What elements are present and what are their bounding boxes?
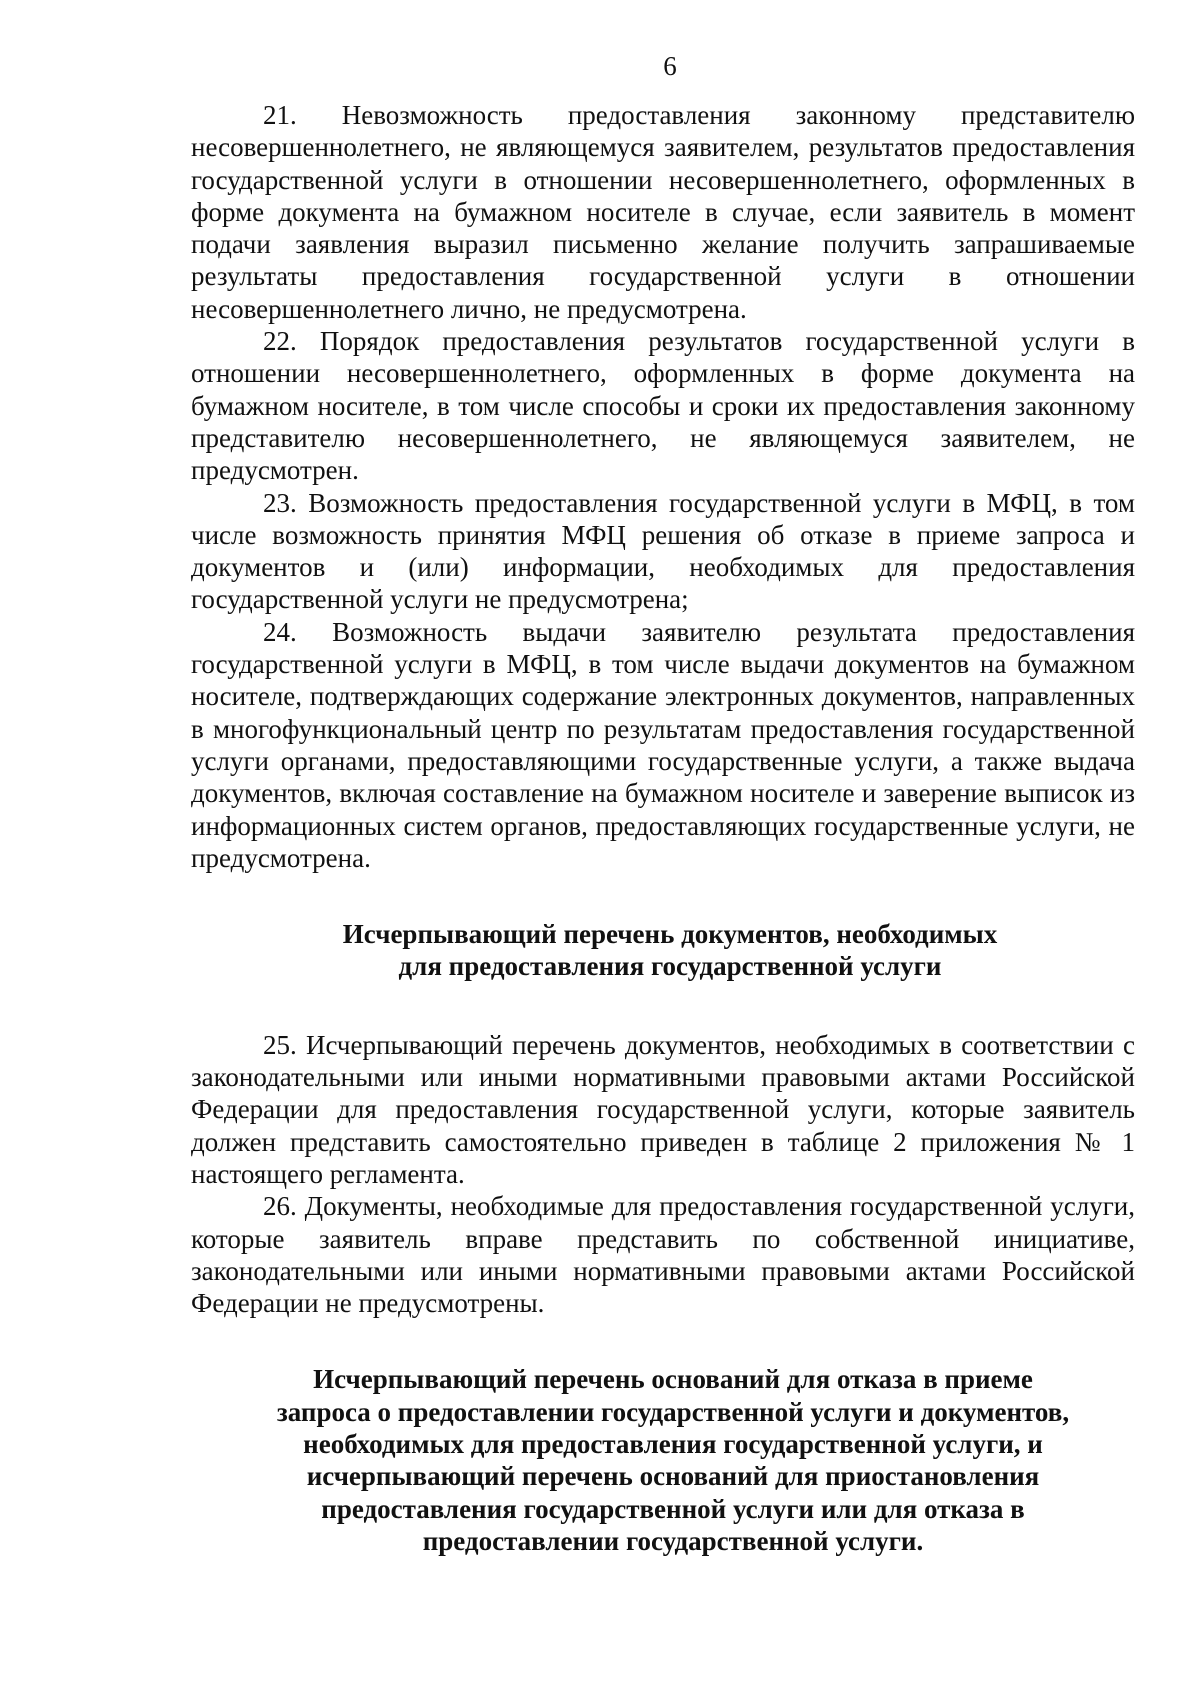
section-heading-refusal-grounds <box>191 1363 1135 1557</box>
paragraph-22: 22. Порядок предоставления результатов государственной услуги в отношении несовершеннолетнего, оформленных в форме документа на бумажном носителе, в том числе способы и сроки их предоставления законному представителю несовершеннолетнего, не являющемуся заявителем, не предусмотрен. <box>191 326 1135 486</box>
heading-line: Исчерпывающий перечень оснований для отказа в приеме <box>313 1364 1033 1395</box>
document-body <box>191 99 1135 1557</box>
section-heading-documents-list <box>191 918 1135 983</box>
heading-line: предоставления государственной услуги или для отказа в <box>321 1493 1025 1524</box>
heading-line: для предоставления государственной услуги <box>398 951 942 982</box>
heading-line: предоставлении государственной услуги. <box>422 1525 924 1556</box>
heading-line: Исчерпывающий перечень документов, необходимых <box>342 919 998 950</box>
paragraph-21: 21. Невозможность предоставления законному представителю несовершеннолетнего, не являющемуся заявителем, результатов предоставления государственной услуги в отношении несовершеннолетнего, оформленных в форме документа на бумажном носителе в случае, если заявитель в момент подачи заявления выразил письменно желание получить запрашиваемые результаты предоставления государственной услуги в отношении несовершеннолетнего лично, не предусмотрена. <box>191 100 1135 324</box>
paragraph-24: 24. Возможность выдачи заявителю результата предоставления государственной услуги в МФЦ, в том числе выдачи документов на бумажном носителе, подтверждающих содержание электронных документов, направленных в многофункциональный центр по результатам предоставления государственной услуги органами, предоставляющими государственные услуги, а также выдача документов, включая составление на бумажном носителе и заверение выписок из информационных систем органов, предоставляющих государственные услуги, не предусмотрена. <box>191 616 1135 873</box>
heading-line: запроса о предоставлении государственной услуги и документов, <box>276 1396 1070 1427</box>
paragraph-25: 25. Исчерпывающий перечень документов, необходимых в соответствии с законодательными или иными нормативными правовыми актами Российской Федерации для предоставления государственной услуги, которые заявитель должен представить самостоятельно приведен в таблице 2 приложения № 1 настоящего регламента. <box>191 1029 1135 1189</box>
paragraph-23: 23. Возможность предоставления государственной услуги в МФЦ, в том числе возможность принятия МФЦ решения об отказе в приеме запроса и документов и (или) информации, необходимых для предоставления государственной услуги не предусмотрена; <box>191 487 1135 615</box>
page-number: 6 <box>663 51 677 81</box>
heading-line: исчерпывающий перечень оснований для приостановления <box>306 1461 1040 1492</box>
paragraph-26: 26. Документы, необходимые для предоставления государственной услуги, которые заявитель вправе представить по собственной инициативе, законодательными или иными нормативными правовыми актами Российской Федерации не предусмотрены. <box>191 1191 1135 1319</box>
heading-line: необходимых для предоставления государственной услуги, и <box>303 1428 1043 1459</box>
